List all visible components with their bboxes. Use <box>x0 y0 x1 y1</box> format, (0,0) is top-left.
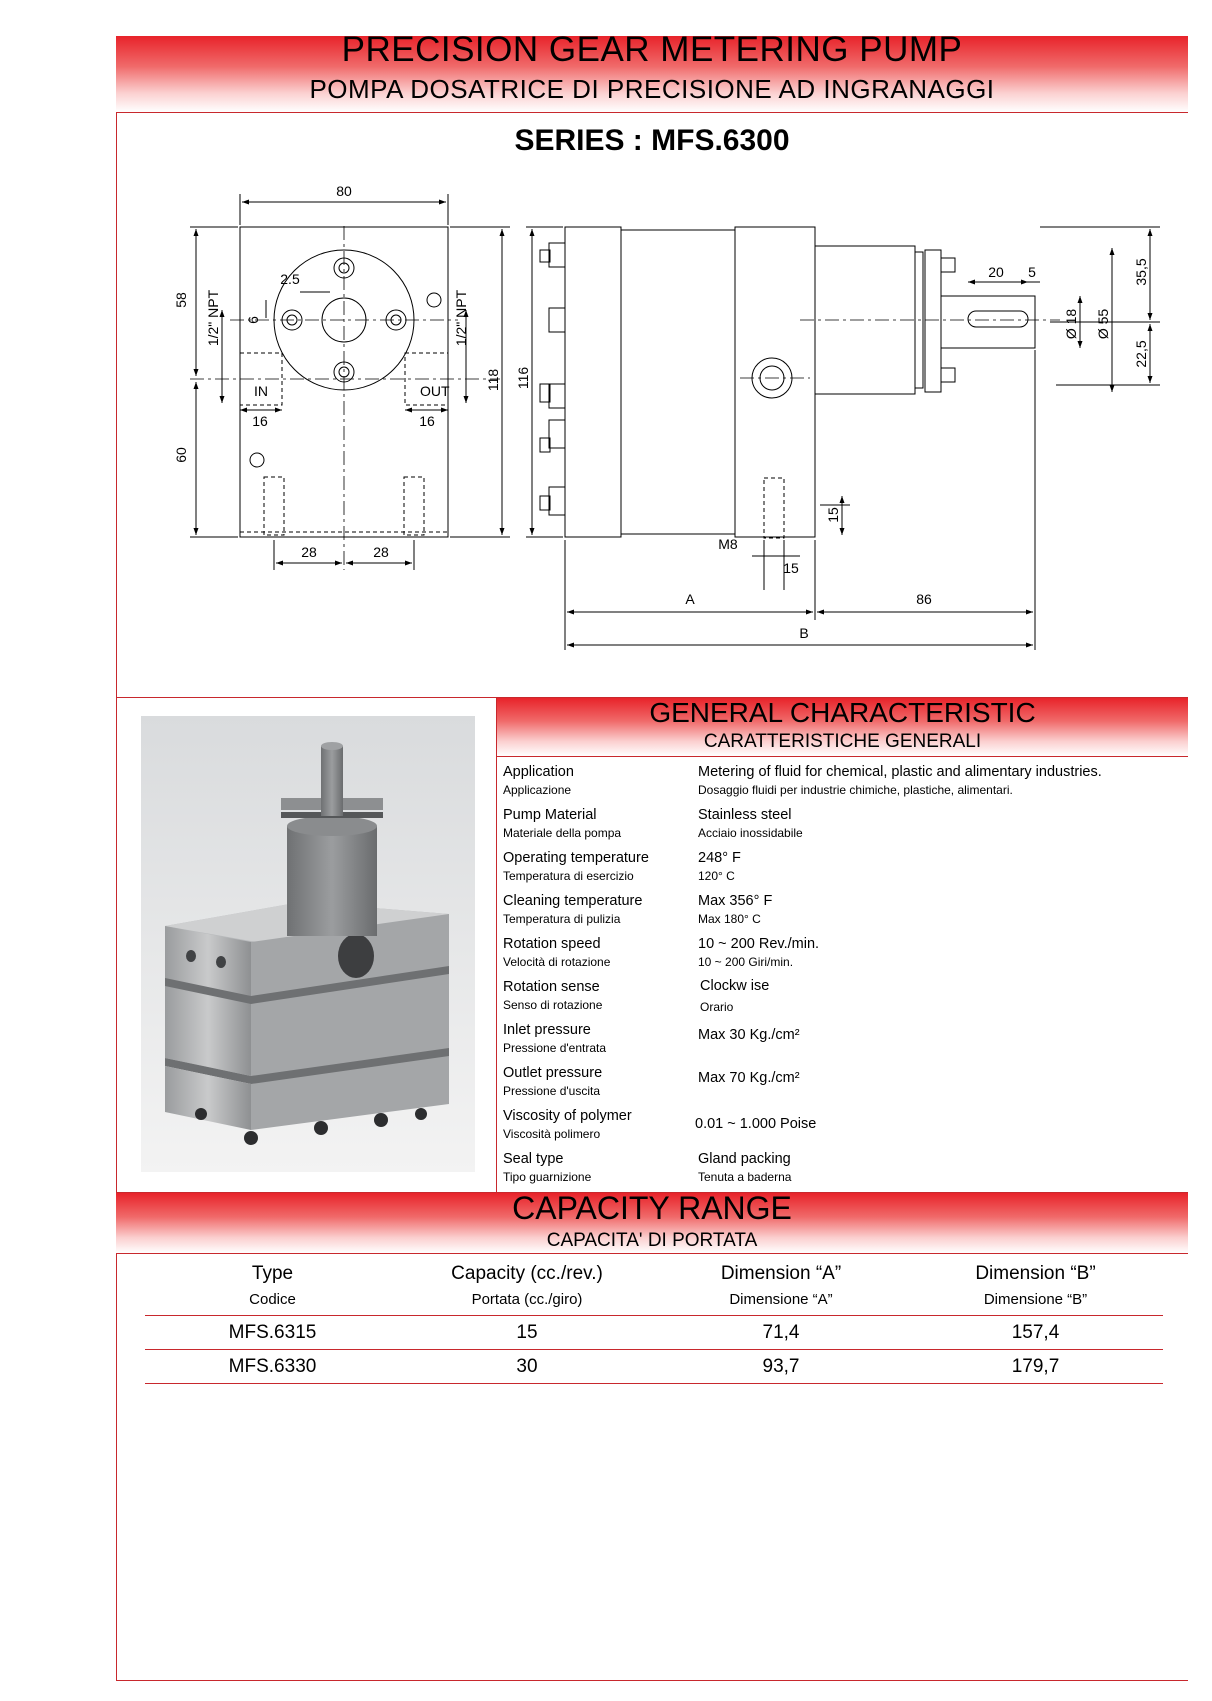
column-header: Type <box>251 1263 294 1284</box>
dim-front-bottom: 60 <box>173 447 189 463</box>
spec-value-it: Tenuta a baderna <box>698 1170 792 1184</box>
spec-value: Max 356° F <box>698 893 773 909</box>
page-title: PRECISION GEAR METERING PUMP <box>341 30 963 69</box>
dim-shaft-20: 20 <box>988 264 1004 280</box>
spec-label: Viscosity of polymer <box>503 1108 632 1124</box>
spec-label: Rotation speed <box>503 936 601 952</box>
side-plate-left <box>565 227 621 537</box>
spec-row-seal-type <box>503 1151 1183 1194</box>
spec-label-it: Velocità di rotazione <box>503 955 611 969</box>
side-shaft <box>941 296 1035 348</box>
spec-label-it: Applicazione <box>503 783 572 797</box>
dim-thread-m8: M8 <box>718 536 738 552</box>
spec-label-it: Pressione d'entrata <box>503 1041 607 1055</box>
cell-type: MFS.6330 <box>228 1356 317 1377</box>
spec-row-inlet-pressure <box>503 1022 1183 1065</box>
spec-value: 248° F <box>698 850 741 866</box>
column-header: Dimension “B” <box>975 1263 1096 1284</box>
spec-label: Rotation sense <box>503 979 600 995</box>
cell-dimension-a: 71,4 <box>762 1322 800 1343</box>
label-in: IN <box>254 383 268 399</box>
column-header-it: Portata (cc./giro) <box>471 1291 583 1308</box>
dim-port-left: 16 <box>252 413 268 429</box>
spec-value-it: 120° C <box>698 869 735 883</box>
dim-35-5: 35,5 <box>1133 258 1149 286</box>
spec-value: 10 ~ 200 Rev./min. <box>698 936 820 952</box>
column-header: Capacity (cc./rev.) <box>451 1263 603 1284</box>
spec-label-it: Materiale della pompa <box>503 826 622 840</box>
spec-value: Gland packing <box>698 1151 791 1167</box>
cell-dimension-b: 179,7 <box>1011 1356 1060 1377</box>
spec-label-it: Viscosità polimero <box>503 1127 601 1141</box>
table-row <box>145 1316 1163 1349</box>
page-frame-bottom <box>116 1680 1188 1681</box>
series-title: SERIES : MFS.6300 <box>514 124 790 157</box>
spec-row-outlet-pressure <box>503 1065 1183 1108</box>
spec-label: Pump Material <box>503 807 597 823</box>
cell-dimension-b: 157,4 <box>1011 1322 1060 1343</box>
spec-row-cleaning-temp <box>503 893 1183 936</box>
dim-w-15: 15 <box>783 560 799 576</box>
general-title: GENERAL CHARACTERISTIC <box>649 697 1036 728</box>
technical-drawing <box>116 170 1188 690</box>
spec-label: Outlet pressure <box>503 1065 603 1081</box>
spec-label-it: Tipo guarnizione <box>503 1170 592 1184</box>
column-header-it: Dimensione “A” <box>729 1291 833 1308</box>
spec-label-it: Temperatura di esercizio <box>503 869 634 883</box>
spec-value: Clockw ise <box>700 978 770 994</box>
spec-label: Cleaning temperature <box>503 893 643 909</box>
spec-row-material <box>503 807 1183 850</box>
dim-dia-18: Ø 18 <box>1063 308 1079 340</box>
side-plate-right <box>735 227 815 537</box>
dim-6: 6 <box>245 316 261 324</box>
capacity-bottom-line <box>116 1253 1188 1254</box>
column-header-it: Codice <box>249 1291 296 1308</box>
page-subtitle: POMPA DOSATRICE DI PRECISIONE AD INGRANAGGI <box>309 74 995 104</box>
spec-value: Metering of fluid for chemical, plastic and alimentary industries. <box>698 764 1102 780</box>
spec-value-it: 10 ~ 200 Giri/min. <box>698 955 794 969</box>
dim-npt-left: 1/2" NPT <box>205 289 221 347</box>
dim-port-right: 16 <box>419 413 435 429</box>
spec-value: Max 30 Kg./cm² <box>698 1027 800 1043</box>
dim-bolt-left: 28 <box>301 544 317 560</box>
spec-label-it: Temperatura di pulizia <box>503 912 621 926</box>
dim-dia-55: Ø 55 <box>1095 308 1111 340</box>
spec-label-it: Senso di rotazione <box>503 998 603 1012</box>
spec-row-operating-temp <box>503 850 1183 893</box>
cell-capacity: 30 <box>516 1356 538 1377</box>
product-photo <box>141 716 475 1172</box>
dim-shaft-5: 5 <box>1028 264 1036 280</box>
column-header-it: Dimensione “B” <box>983 1291 1088 1308</box>
spec-value: Stainless steel <box>698 807 792 823</box>
spec-row-application <box>503 764 1183 807</box>
dim-side-116: 116 <box>515 366 531 390</box>
spec-label: Inlet pressure <box>503 1022 591 1038</box>
dim-22-5: 22,5 <box>1133 340 1149 368</box>
dim-front-total: 118 <box>485 368 501 392</box>
dim-npt-right: 1/2" NPT <box>453 289 469 347</box>
spec-value-it: Max 180° C <box>698 912 761 926</box>
spec-row-rotation-speed <box>503 936 1183 979</box>
spec-label: Seal type <box>503 1151 564 1167</box>
spec-label: Application <box>503 764 574 780</box>
column-divider <box>496 697 497 1192</box>
label-out: OUT <box>420 383 450 399</box>
cell-type: MFS.6315 <box>228 1322 317 1343</box>
spec-label: Operating temperature <box>503 850 649 866</box>
table-row <box>145 1350 1163 1383</box>
dim-h-15: 15 <box>825 507 841 523</box>
table-rule <box>145 1383 1163 1384</box>
cell-dimension-a: 93,7 <box>762 1356 800 1377</box>
spec-value-it: Orario <box>700 1000 734 1014</box>
column-header: Dimension “A” <box>720 1263 842 1284</box>
dim-86: 86 <box>916 591 932 607</box>
dim-bolt-right: 28 <box>373 544 389 560</box>
header-divider <box>116 112 1188 113</box>
capacity-title: CAPACITY RANGE <box>512 1190 792 1226</box>
spec-row-rotation-sense <box>503 979 1183 1022</box>
dim-2-5: 2.5 <box>280 271 300 287</box>
side-plate-mid <box>621 230 735 534</box>
general-band-divider <box>497 756 1188 757</box>
spec-value-it: Dosaggio fluidi per industrie chimiche, plastiche, alimentari. <box>698 783 1013 797</box>
spec-value: Max 70 Kg./cm² <box>698 1070 800 1086</box>
dim-b: B <box>799 625 809 641</box>
dim-front-top: 58 <box>173 292 189 308</box>
spec-value-it: Acciaio inossidabile <box>698 826 803 840</box>
general-subtitle: CARATTERISTICHE GENERALI <box>703 731 982 752</box>
spec-label-it: Pressione d'uscita <box>503 1084 601 1098</box>
dim-width: 80 <box>336 183 352 199</box>
spec-row-viscosity <box>503 1108 1183 1151</box>
capacity-subtitle: CAPACITA' DI PORTATA <box>546 1230 758 1251</box>
capacity-table <box>145 1263 1163 1383</box>
spec-value: 0.01 ~ 1.000 Poise <box>695 1116 817 1132</box>
cell-capacity: 15 <box>516 1322 538 1343</box>
dim-a: A <box>685 591 695 607</box>
